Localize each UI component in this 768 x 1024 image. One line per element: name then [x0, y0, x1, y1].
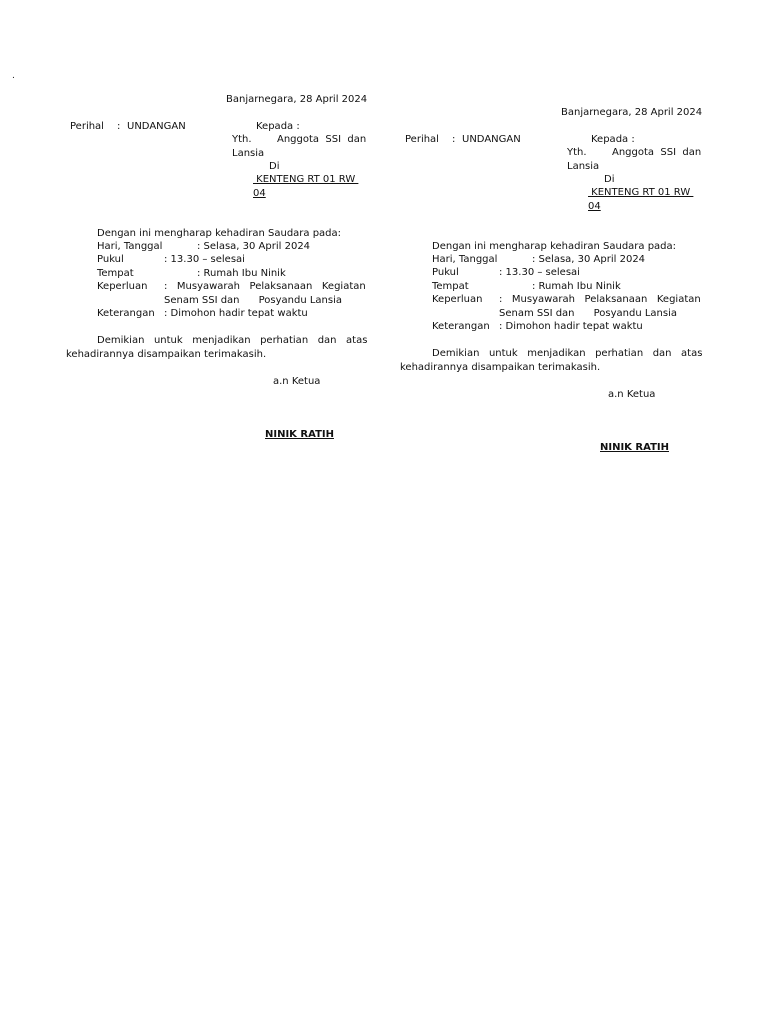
closing-text: Demikian untuk menjadikan perhatian dan atas — [97, 335, 368, 346]
signer-name: NINIK RATIH — [600, 442, 669, 453]
perihal-value: UNDANGAN — [127, 121, 186, 132]
tempat-value: : Rumah Ibu Ninik — [197, 268, 286, 279]
signer-title: a.n Ketua — [608, 389, 656, 400]
address-line: KENTENG RT 01 RW — [588, 187, 694, 198]
hari-label: Hari, Tanggal — [97, 241, 163, 252]
perihal-colon: : — [117, 121, 121, 132]
hari-value: : Selasa, 30 April 2024 — [532, 254, 646, 265]
pukul-label: Pukul — [97, 254, 124, 265]
pukul-label: Pukul — [432, 267, 459, 278]
closing-text-2: kehadirannya disampaikan terimakasih. — [400, 362, 601, 373]
keterangan-label: Keterangan — [432, 321, 490, 332]
perihal-label: Perihal — [405, 134, 439, 145]
keterangan-value: : Dimohon hadir tepat waktu — [499, 321, 643, 332]
keperluan-label: Keperluan — [432, 294, 483, 305]
keperluan-value: : Musyawarah Pelaksanaan Kegiatan — [164, 281, 366, 292]
stray-mark: . — [12, 71, 15, 81]
invitation-letter-right — [400, 106, 710, 486]
keterangan-label: Keterangan — [97, 308, 155, 319]
signer-title: a.n Ketua — [273, 376, 321, 387]
keperluan-label: Keperluan — [97, 281, 148, 292]
perihal-value: UNDANGAN — [462, 134, 521, 145]
perihal-label: Perihal — [70, 121, 104, 132]
hari-label: Hari, Tanggal — [432, 254, 498, 265]
tempat-label: Tempat — [97, 268, 134, 279]
address-line-2: 04 — [253, 188, 266, 199]
keperluan-value-2: Senam SSI dan Posyandu Lansia — [499, 308, 677, 319]
perihal-colon: : — [452, 134, 456, 145]
intro-text: Dengan ini mengharap kehadiran Saudara pada: — [97, 228, 342, 239]
address-line: KENTENG RT 01 RW — [253, 174, 359, 185]
closing-text-2: kehadirannya disampaikan terimakasih. — [66, 349, 267, 360]
pukul-value: : 13.30 – selesai — [499, 267, 580, 278]
invitation-letter-left — [66, 93, 376, 473]
date-line: Banjarnegara, 28 April 2024 — [226, 94, 368, 105]
address-line-2: 04 — [588, 201, 601, 212]
di-label: Di — [269, 161, 280, 172]
recipient-line-2: Lansia — [232, 148, 265, 159]
hari-value: : Selasa, 30 April 2024 — [197, 241, 311, 252]
kepada-label: Kepada : — [591, 134, 635, 145]
recipient-line-2: Lansia — [567, 161, 600, 172]
closing-text: Demikian untuk menjadikan perhatian dan atas — [432, 348, 703, 359]
keperluan-value: : Musyawarah Pelaksanaan Kegiatan — [499, 294, 701, 305]
kepada-label: Kepada : — [256, 121, 300, 132]
intro-text: Dengan ini mengharap kehadiran Saudara pada: — [432, 241, 677, 252]
keperluan-value-2: Senam SSI dan Posyandu Lansia — [164, 295, 342, 306]
recipient-line: Yth. Anggota SSI dan — [232, 134, 367, 145]
recipient-line: Yth. Anggota SSI dan — [567, 147, 702, 158]
date-line: Banjarnegara, 28 April 2024 — [561, 107, 703, 118]
pukul-value: : 13.30 – selesai — [164, 254, 245, 265]
tempat-value: : Rumah Ibu Ninik — [532, 281, 621, 292]
keterangan-value: : Dimohon hadir tepat waktu — [164, 308, 308, 319]
signer-name: NINIK RATIH — [265, 429, 334, 440]
tempat-label: Tempat — [432, 281, 469, 292]
di-label: Di — [604, 174, 615, 185]
